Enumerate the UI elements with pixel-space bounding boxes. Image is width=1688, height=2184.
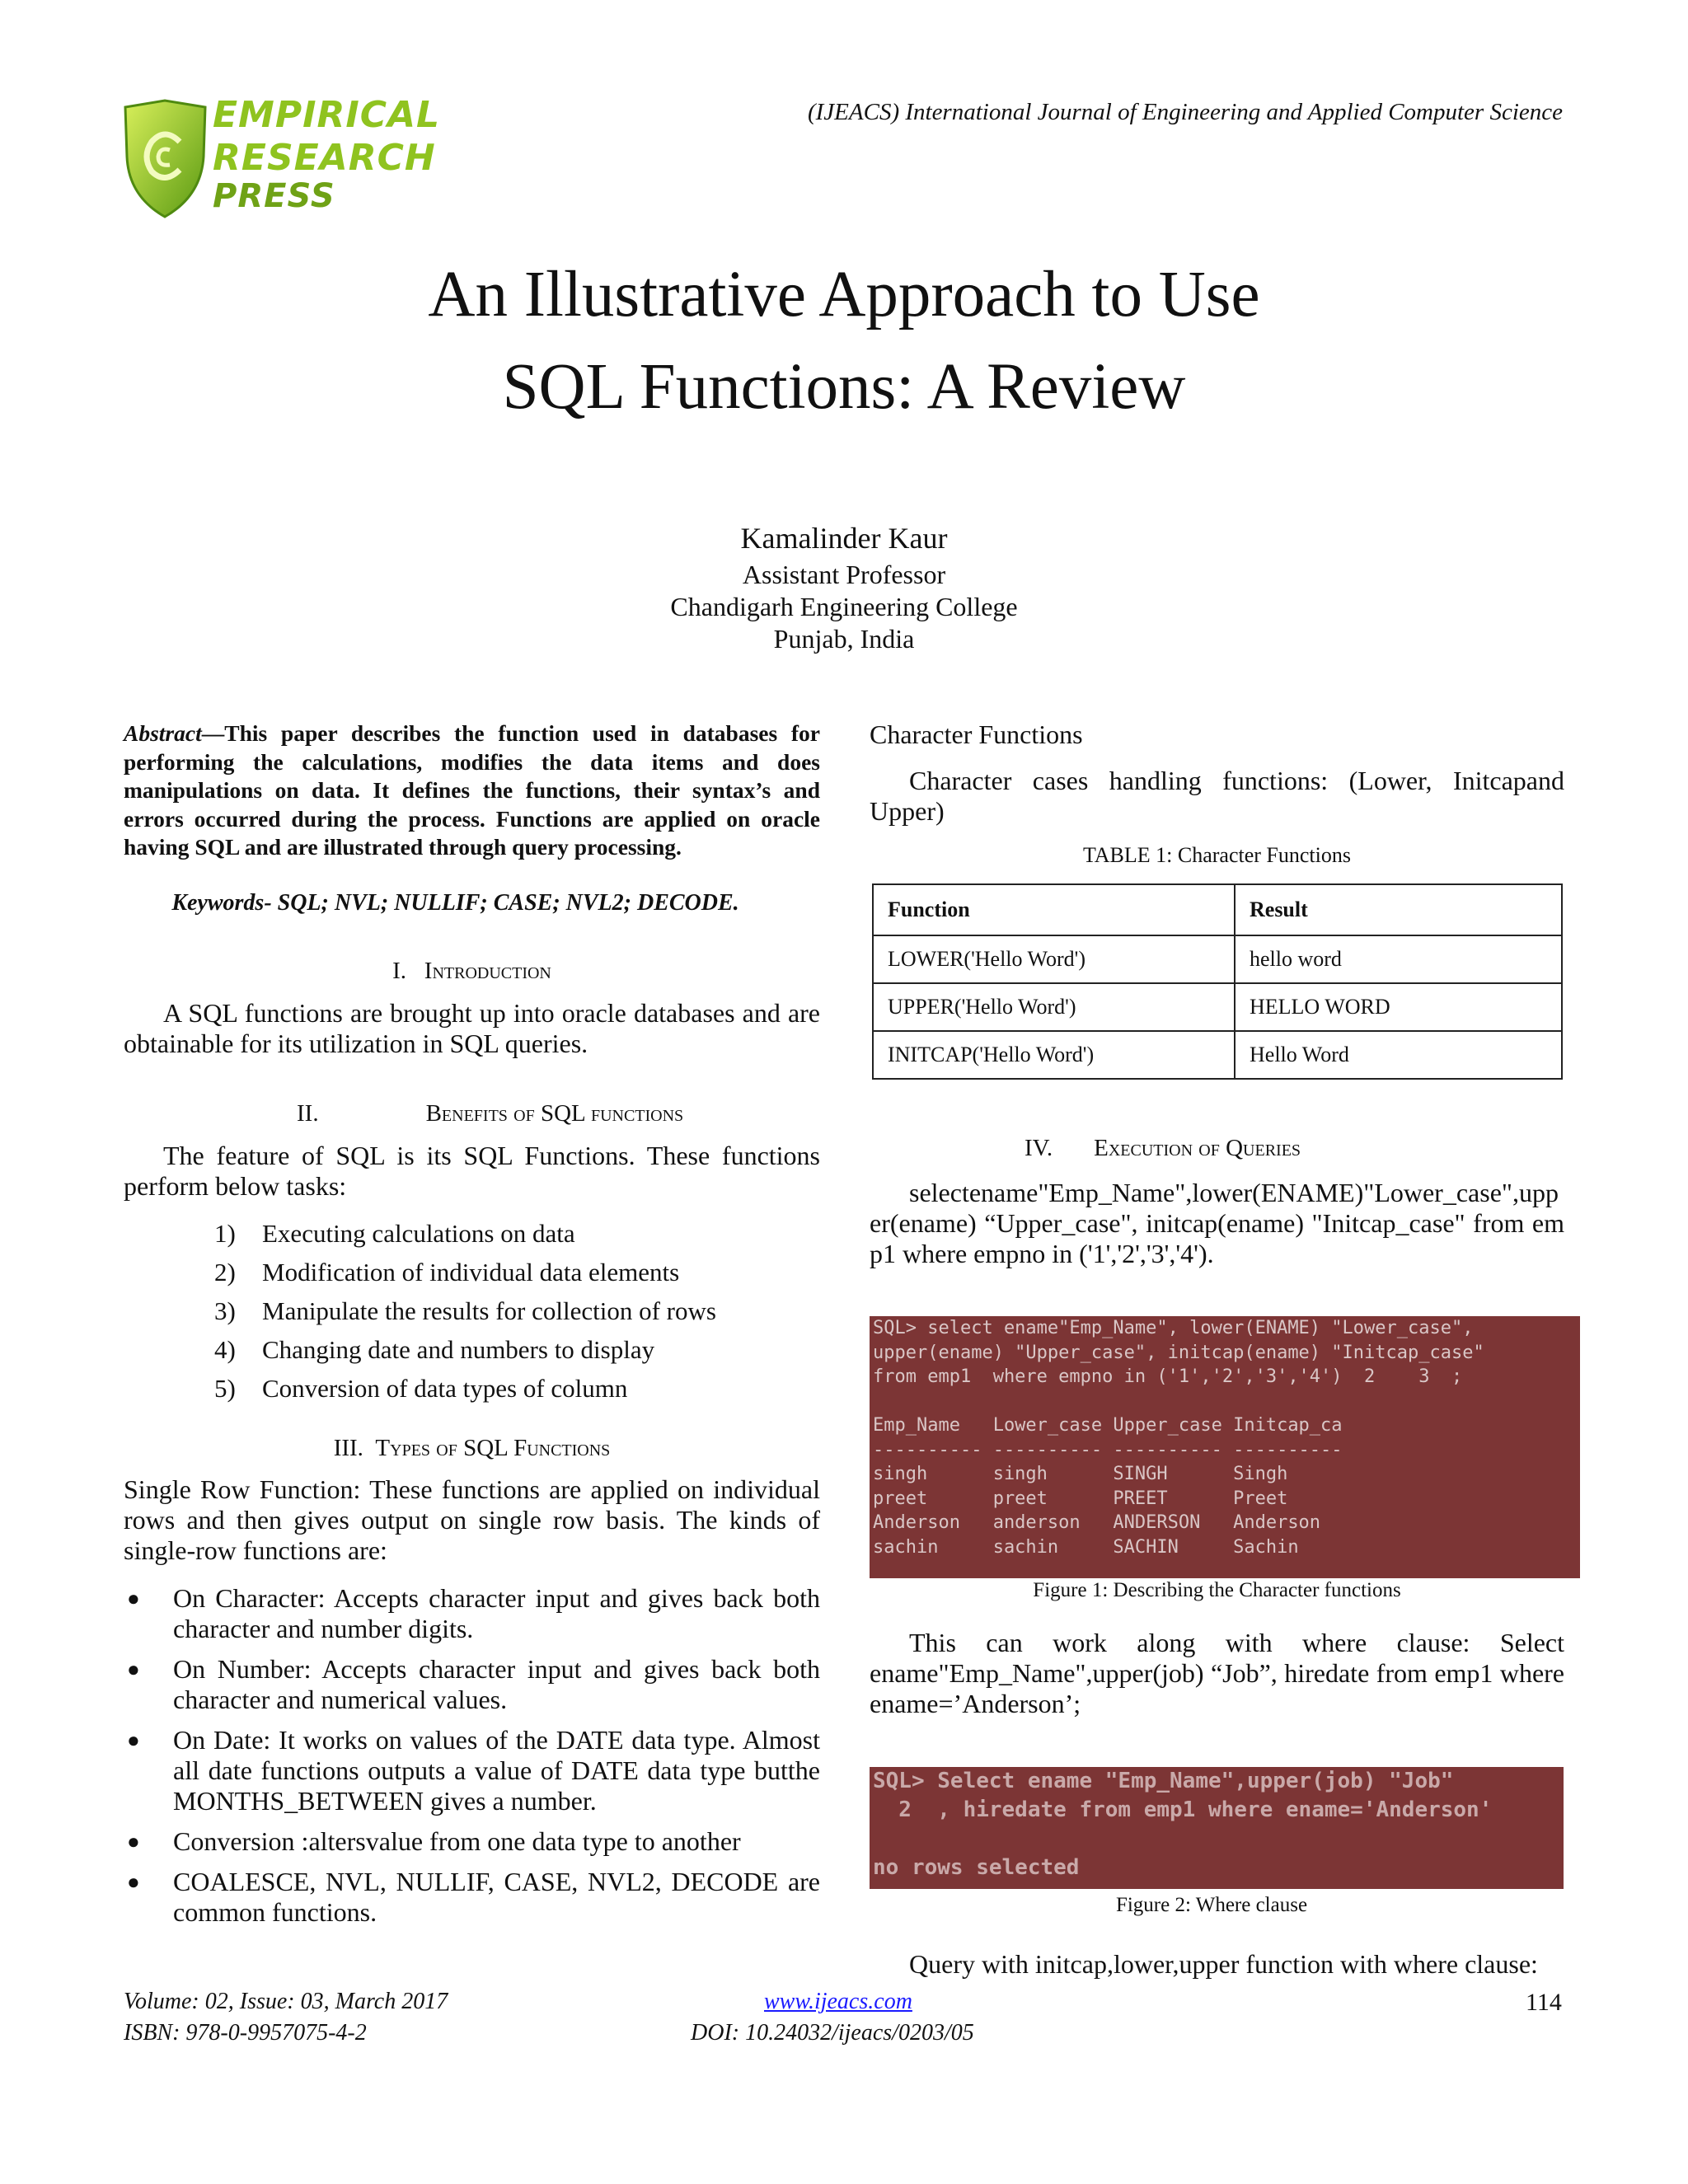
list-text: Manipulate the results for collection of rows	[262, 1296, 716, 1325]
bullet-icon: ●	[127, 1830, 140, 1854]
title-line-2: SQL Functions: A Review	[502, 351, 1186, 423]
list-text: On Date: It works on values of the DATE data type. Almost all date functions outputs a value of DATE data type butthe MONTHS_BETWEEN gives a number.	[173, 1725, 820, 1816]
list-number: 2)	[214, 1258, 236, 1286]
list-text: Modification of individual data elements	[262, 1258, 680, 1286]
logo-word-press: PRESS	[213, 177, 335, 215]
section-heading-types	[124, 1435, 820, 1462]
list-text: On Number: Accepts character input and gives back both character and numerical values.	[173, 1654, 820, 1714]
table-caption: TABLE 1: Character Functions	[1082, 843, 1351, 867]
table-row	[873, 983, 1562, 1031]
terminal-line	[873, 1825, 1564, 1854]
section-heading-introduction	[124, 958, 820, 985]
figure-2-terminal-output	[870, 1767, 1564, 1889]
terminal-line: singh singh SINGH Singh	[873, 1464, 1288, 1484]
table-cell: UPPER('Hello Word')	[873, 983, 1235, 1031]
logo-word-research: RESEARCH	[213, 137, 436, 179]
terminal-line: no rows selected	[873, 1855, 1080, 1880]
list-text: Executing calculations on data	[262, 1219, 575, 1248]
list-text: On Character: Accepts character input and gives back both character and number digits.	[173, 1583, 820, 1643]
list-item	[124, 1369, 820, 1408]
section-title: Introduction	[424, 958, 551, 984]
footer-isbn: ISBN: 978-0-9957075-4-2	[124, 2020, 367, 2046]
list-text: Conversion of data types of column	[262, 1374, 628, 1403]
author-block	[0, 518, 1688, 655]
list-number: 1)	[214, 1219, 236, 1248]
footer-doi: DOI: 10.24032/ijeacs/0203/05	[691, 2020, 974, 2046]
author-name: Kamalinder Kaur	[740, 522, 948, 555]
section-title: Benefits of SQL functions	[425, 1100, 684, 1127]
list-item	[124, 1867, 820, 1928]
execution-query-text: selectename"Emp_Name",lower(ENAME)"Lower_case",upper(ename) “Upper_case", initcap(ename) "Initcap_case" from emp1 where empno in ('1','2','3','4').	[870, 1178, 1564, 1268]
publisher-logo	[122, 94, 441, 223]
terminal-line: Emp_Name Lower_case Upper_case Initcap_ca	[873, 1415, 1343, 1436]
section-number: III.	[333, 1435, 363, 1461]
table-cell: hello word	[1235, 935, 1562, 983]
section-number: II.	[297, 1100, 319, 1127]
table-row	[873, 935, 1562, 983]
list-number: 3)	[214, 1296, 236, 1325]
terminal-line: SQL> select ename"Emp_Name", lower(ENAME) "Lower_case",	[873, 1318, 1474, 1338]
subsection-heading-character-functions: Character Functions	[870, 719, 1083, 749]
list-item	[124, 1583, 820, 1644]
section-title: Types of SQL Functions	[375, 1435, 611, 1461]
logo-word-empirical: EMPIRICAL	[213, 94, 441, 136]
table-header-row	[873, 884, 1562, 935]
terminal-line	[873, 1390, 1580, 1414]
table-header-cell: Function	[873, 884, 1235, 935]
benefits-list	[124, 1214, 820, 1408]
bullet-icon: ●	[127, 1657, 140, 1681]
terminal-line: ---------- ---------- ---------- ----------	[873, 1439, 1343, 1460]
author-location: Punjab, India	[773, 624, 915, 654]
list-text: COALESCE, NVL, NULLIF, CASE, NVL2, DECODE are common functions.	[173, 1867, 820, 1927]
terminal-line: Anderson anderson ANDERSON Anderson	[873, 1512, 1321, 1533]
terminal-line: sachin sachin SACHIN Sachin	[873, 1536, 1299, 1558]
paper-title	[0, 249, 1688, 434]
list-text: Conversion :altersvalue from one data type to another	[173, 1826, 741, 1856]
terminal-line: SQL> Select ename "Emp_Name",upper(job) "Job"	[873, 1769, 1454, 1793]
terminal-line: 2 , hiredate from emp1 where ename='Anderson'	[873, 1797, 1493, 1822]
types-text: Single Row Function: These functions are applied on individual rows and then gives output on single row basis. The kinds of single-row functions are:	[124, 1474, 820, 1565]
list-item	[124, 1725, 820, 1816]
terminal-line: upper(ename) "Upper_case", initcap(ename) "Initcap_case"	[873, 1342, 1484, 1363]
introduction-text: A SQL functions are brought up into oracle databases and are obtainable for its utilization in SQL queries.	[124, 998, 820, 1058]
terminal-line: from emp1 where empno in ('1','2','3','4') 2 3 ;	[873, 1366, 1463, 1387]
table-cell: LOWER('Hello Word')	[873, 935, 1235, 983]
footer-volume: Volume: 02, Issue: 03, March 2017	[124, 1989, 448, 2014]
benefits-text: The feature of SQL is its SQL Functions. These functions perform below tasks:	[124, 1141, 820, 1201]
keywords: Keywords- SQL; NVL; NULLIF; CASE; NVL2; DECODE.	[171, 890, 739, 916]
author-institution: Chandigarh Engineering College	[670, 592, 1018, 621]
where-clause-text: This can work along with where clause: Select ename"Emp_Name",upper(job) “Job”, hiredate from emp1 where ename=’Anderson’;	[870, 1628, 1564, 1718]
section-number: I.	[392, 958, 407, 984]
table-cell: HELLO WORD	[1235, 983, 1562, 1031]
bullet-icon: ●	[127, 1586, 140, 1610]
list-item	[124, 1826, 820, 1857]
abstract-label: Abstract	[124, 720, 202, 746]
abstract-text: —This paper describes the function used in databases for performing the calculations, modifies the data items and does manipulations on data. It defines the functions, their syntax’s and errors occurred during the process. Functions are applied on oracle having SQL and are illustrated through query processing.	[124, 720, 820, 860]
list-item	[124, 1253, 820, 1291]
list-number: 5)	[214, 1374, 236, 1403]
section-number: IV.	[1025, 1135, 1053, 1161]
section-heading-benefits	[297, 1100, 683, 1127]
section-title: Execution of Queries	[1094, 1135, 1301, 1161]
list-text: Changing date and numbers to display	[262, 1335, 655, 1364]
author-position: Assistant Professor	[742, 560, 946, 589]
page-number: 114	[1526, 1989, 1562, 2016]
shield-icon	[122, 99, 209, 218]
footer-journal-link[interactable]: www.ijeacs.com	[764, 1989, 912, 2014]
list-item	[124, 1291, 820, 1330]
figure-1-terminal-output	[870, 1316, 1580, 1578]
section-heading-execution	[1025, 1135, 1301, 1162]
query-initcap-text: Query with initcap,lower,upper function with where clause:	[909, 1949, 1538, 1979]
bullet-icon: ●	[127, 1870, 140, 1894]
list-number: 4)	[214, 1335, 236, 1364]
character-functions-text: Character cases handling functions: (Lower, Initcapand Upper)	[870, 766, 1564, 826]
list-item	[124, 1214, 820, 1253]
journal-name: (IJEACS) International Journal of Engineering and Applied Computer Science	[807, 99, 1563, 125]
list-item	[124, 1654, 820, 1715]
table-row	[873, 1031, 1562, 1079]
bullet-icon: ●	[127, 1728, 140, 1752]
figure-2-caption: Figure 2: Where clause	[1115, 1894, 1308, 1916]
abstract	[124, 719, 820, 862]
types-bullet-list	[124, 1583, 820, 1938]
character-functions-table	[872, 883, 1563, 1080]
table-header-cell: Result	[1235, 884, 1562, 935]
table-cell: Hello Word	[1235, 1031, 1562, 1079]
terminal-line: preet preet PREET Preet	[873, 1488, 1288, 1509]
title-line-1: An Illustrative Approach to Use	[428, 259, 1260, 330]
figure-1-caption: Figure 1: Describing the Character functions	[1033, 1579, 1401, 1601]
table-cell: INITCAP('Hello Word')	[873, 1031, 1235, 1079]
list-item	[124, 1330, 820, 1369]
